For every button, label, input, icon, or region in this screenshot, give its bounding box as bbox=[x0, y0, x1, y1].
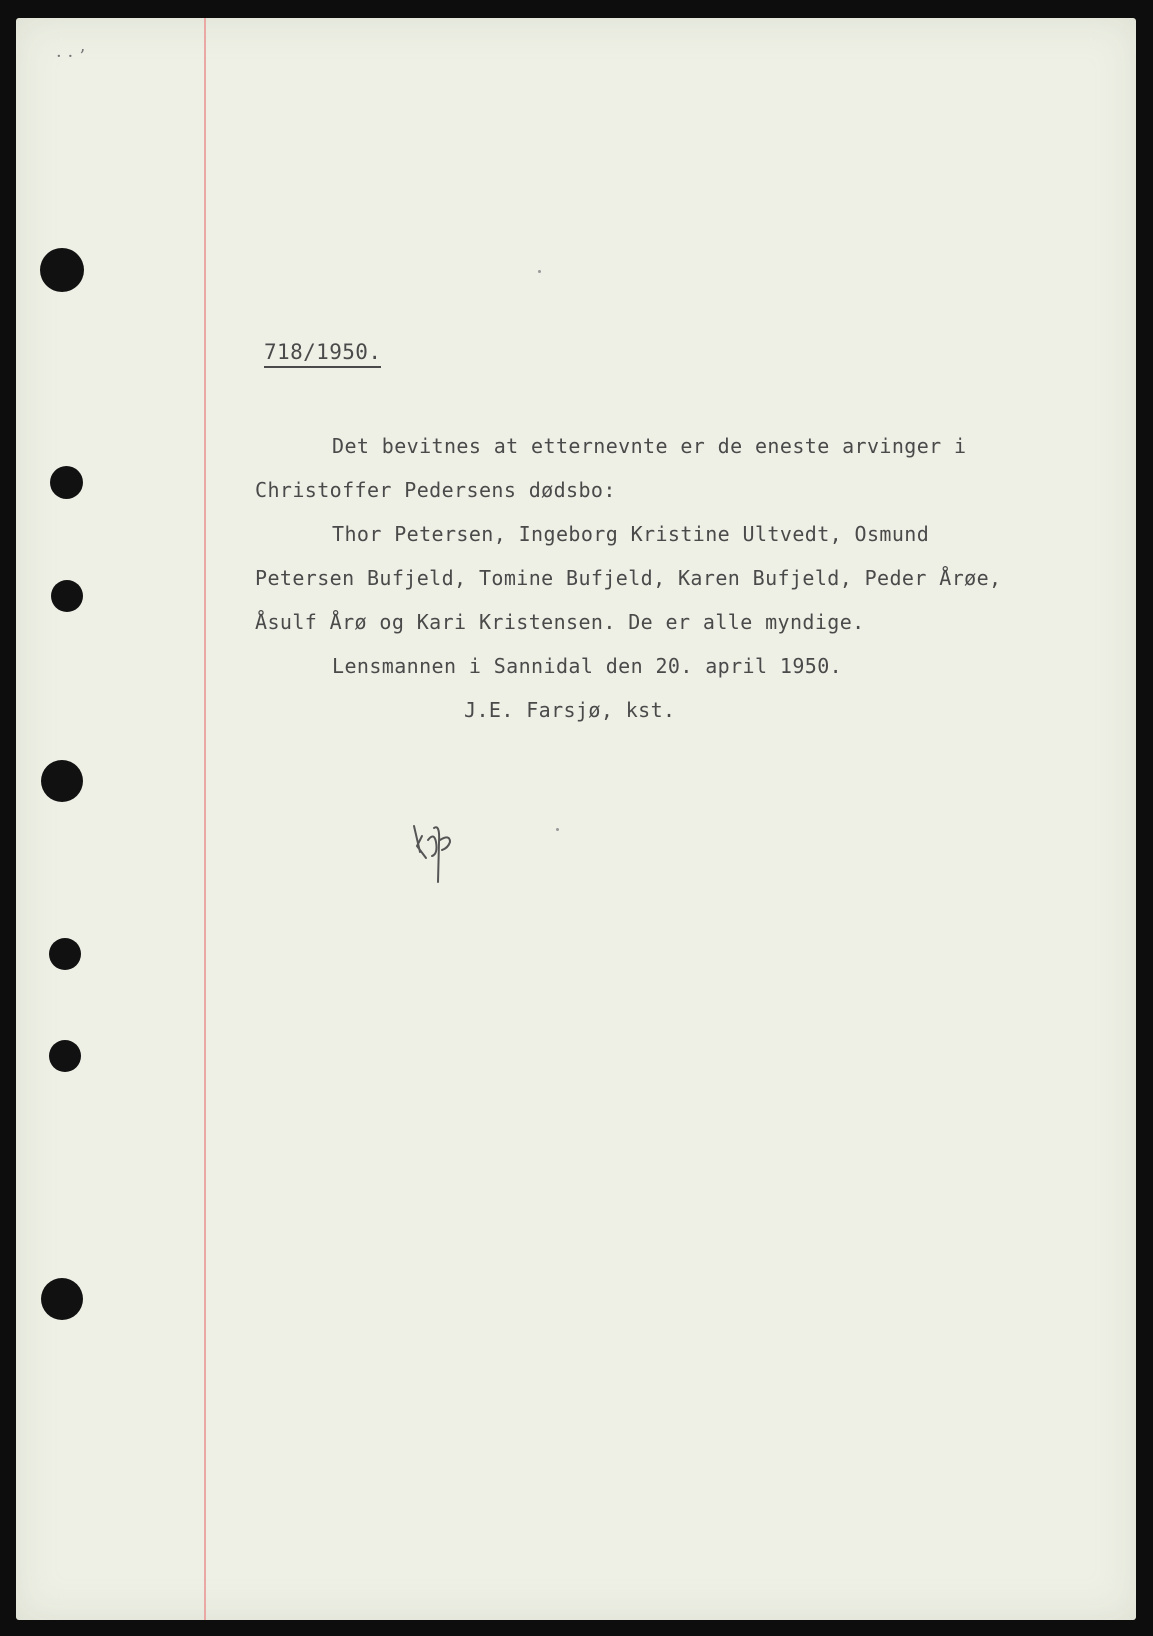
case-number: 718/1950. bbox=[264, 340, 381, 368]
paragraph-line: Petersen Bufjeld, Tomine Bufjeld, Karen Bufjeld, Peder Årøe, bbox=[255, 566, 1002, 590]
punch-hole-3 bbox=[51, 580, 83, 612]
signatory-line: J.E. Farsjø, kst. bbox=[464, 698, 676, 722]
document-page bbox=[16, 18, 1136, 1620]
paper-speck bbox=[538, 270, 541, 273]
punch-hole-5 bbox=[49, 938, 81, 970]
paragraph-line: Det bevitnes at etternevnte er de eneste arvinger i bbox=[332, 434, 967, 458]
paper-speck bbox=[556, 828, 559, 831]
paragraph-line: Thor Petersen, Ingeborg Kristine Ultvedt, Osmund bbox=[332, 522, 930, 546]
paragraph-line: Åsulf Årø og Kari Kristensen. De er alle myndige. bbox=[255, 610, 865, 634]
punch-hole-6 bbox=[49, 1040, 81, 1072]
corner-marks: · · ʼ bbox=[56, 46, 85, 67]
punch-hole-2 bbox=[50, 466, 83, 499]
punch-hole-7 bbox=[41, 1278, 83, 1320]
punch-hole-4 bbox=[41, 760, 83, 802]
punch-hole-1 bbox=[40, 248, 84, 292]
date-line: Lensmannen i Sannidal den 20. april 1950. bbox=[332, 654, 843, 678]
paragraph-line: Christoffer Pedersens dødsbo: bbox=[255, 478, 616, 502]
margin-rule bbox=[204, 18, 206, 1620]
handwritten-initials bbox=[406, 818, 476, 898]
